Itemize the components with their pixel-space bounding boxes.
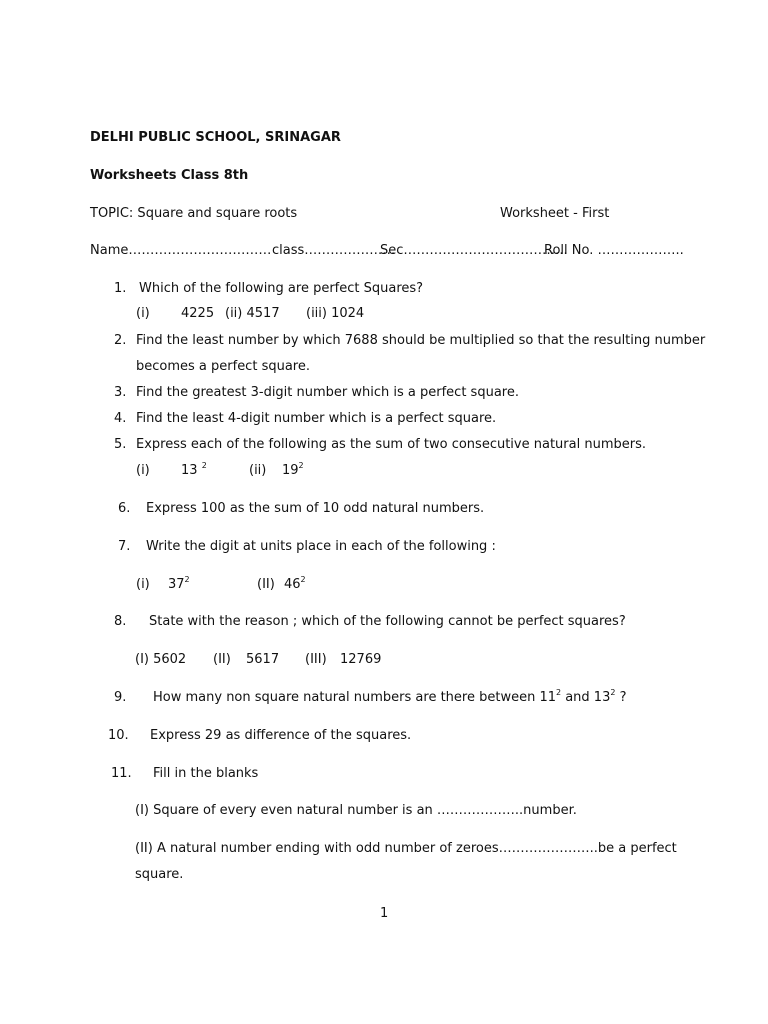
q9-number: 9. [114,690,127,705]
q6-number: 6. [118,501,131,516]
page-number: 1 [380,906,389,921]
q3-text: Find the greatest 3-digit number which is a perfect square. [136,385,519,400]
q5-option-2: (ii) [249,463,267,478]
q11-sub-2-line1: (II) A natural number ending with odd number of zeroes…………………..be a perfect [135,841,677,856]
q11-text: Fill in the blanks [153,766,259,781]
superscript: 2 [184,575,190,584]
q8-text: State with the reason ; which of the following cannot be perfect squares? [149,614,626,629]
topic: TOPIC: Square and square roots [90,206,298,221]
q9-text [153,690,627,706]
q7-option-2: (II) [257,577,275,592]
superscript: 2 [610,688,616,697]
q8-option-2-value: 5617 [246,652,280,667]
superscript: 2 [201,461,207,470]
q7-option-1: (i) [136,577,150,592]
q5-number: 5. [114,437,127,452]
q1-option-1-value: 4225 [181,306,215,321]
q1-option-3: (iii) 1024 [306,306,365,321]
q2-number: 2. [114,333,127,348]
superscript: 2 [555,688,562,697]
q6-text: Express 100 as the sum of 10 odd natural numbers. [146,501,485,516]
q7-option-1-value [168,577,190,593]
q9-text-part-c: ? [619,690,627,705]
q7-number: 7. [118,539,131,554]
q5-option-2-base: 19 [282,463,299,478]
q7-option-2-value [284,577,306,593]
q5-option-2-value [282,463,304,479]
worksheet-class: Worksheets Class 8th [90,168,249,183]
superscript: 2 [298,461,304,470]
roll-field: Roll No. ……………….. [544,243,684,258]
q8-option-3-value: 12769 [340,652,382,667]
q1-text: Which of the following are perfect Squares? [139,281,424,296]
school-name: DELHI PUBLIC SCHOOL, SRINAGAR [90,130,341,145]
q1-option-1: (i) [136,306,150,321]
q2-text-line1: Find the least number by which 7688 should be multiplied so that the resulting number [136,333,706,348]
q8-number: 8. [114,614,127,629]
q4-text: Find the least 4-digit number which is a perfect square. [136,411,497,426]
q1-option-2: (ii) 4517 [225,306,280,321]
name-field: Name…………………………… [90,243,272,258]
q9-text-part-b: and 13 [565,690,611,705]
worksheet-number: Worksheet - First [500,206,610,221]
q5-text: Express each of the following as the sum of two consecutive natural numbers. [136,437,646,452]
sec-field: Sec……………………………….. [380,243,568,258]
q3-number: 3. [114,385,127,400]
q5-option-1-value [181,463,207,479]
q8-option-3: (III) [305,652,327,667]
q9-text-part-a: How many non square natural numbers are there between 11 [153,690,556,705]
q5-option-1-base: 13 [181,463,198,478]
q5-option-1: (i) [136,463,150,478]
q11-sub-1: (I) Square of every even natural number is an ………………..number. [135,803,577,818]
q7-option-2-base: 46 [284,577,301,592]
q4-number: 4. [114,411,127,426]
q10-number: 10. [108,728,129,743]
q10-text: Express 29 as difference of the squares. [150,728,412,743]
q1-number: 1. [114,281,127,296]
superscript: 2 [300,575,306,584]
q11-number: 11. [111,766,132,781]
q7-text: Write the digit at units place in each of the following : [146,539,496,554]
q2-text-line2: becomes a perfect square. [136,359,310,374]
q7-option-1-base: 37 [168,577,185,592]
q8-option-2: (II) [213,652,231,667]
class-field: class………………… [272,243,396,258]
q8-option-1: (I) 5602 [135,652,187,667]
q11-sub-2-line2: square. [135,867,184,882]
